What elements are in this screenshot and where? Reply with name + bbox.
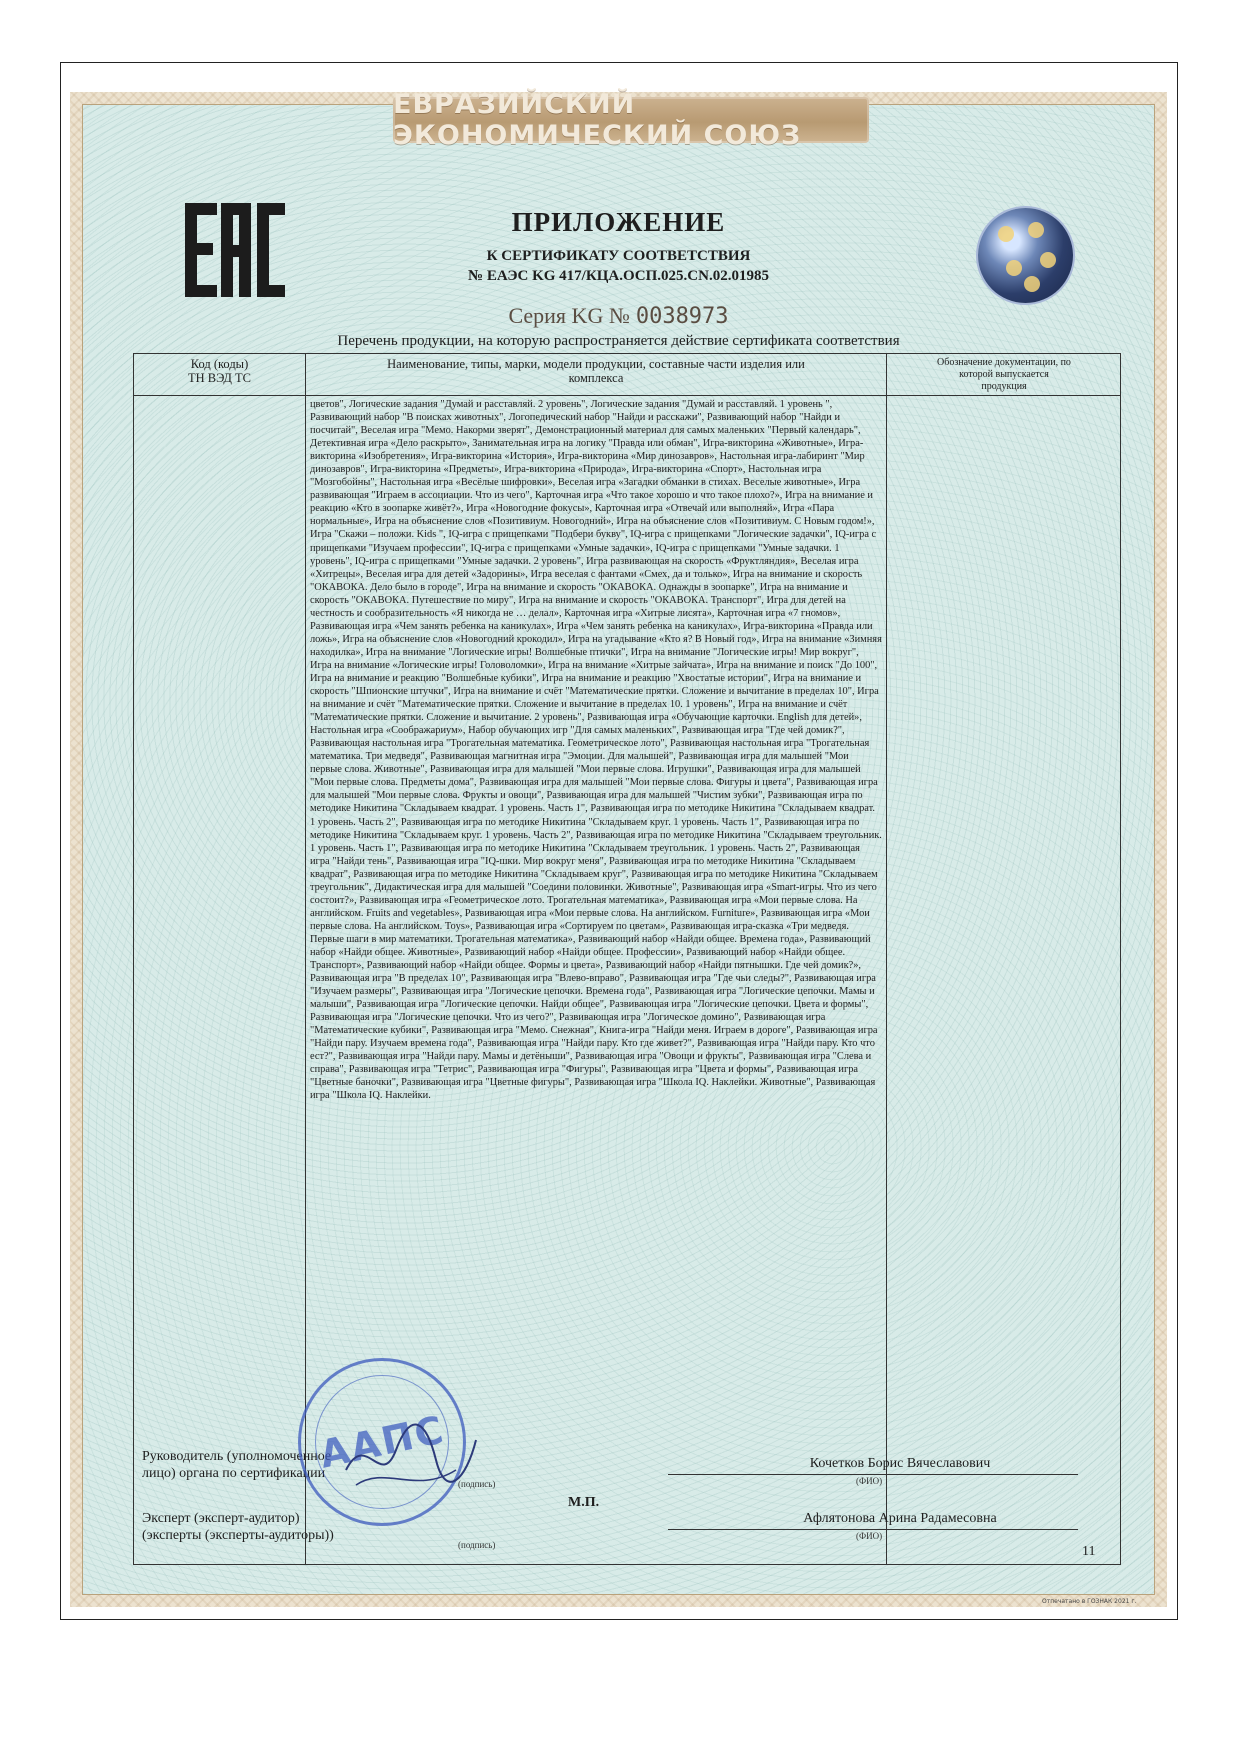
fio-caption: (ФИО) bbox=[856, 1531, 883, 1541]
head-signatory-name: Кочетков Борис Вячеславович bbox=[809, 1456, 991, 1471]
col-header-code: Код (коды) ТН ВЭД ТС bbox=[188, 357, 251, 385]
certificate-sheet bbox=[70, 89, 1167, 1607]
products-table bbox=[133, 353, 1121, 1565]
page-number: 11 bbox=[1082, 1544, 1096, 1559]
head-signatory-label: Руководитель (уполномоченное лицо) органа по сертификации bbox=[142, 1449, 332, 1481]
stamp-text: ААПС bbox=[315, 1407, 449, 1477]
signature-caption: (подпись) bbox=[458, 1540, 496, 1550]
table-divider bbox=[305, 354, 306, 1564]
expert-name-line bbox=[668, 1529, 1078, 1530]
head-name-line bbox=[668, 1474, 1078, 1475]
stamp-place-label: М.П. bbox=[568, 1495, 600, 1510]
printer-note: Отпечатано в ГОЗНАК 2021 г. bbox=[1042, 1598, 1137, 1605]
document-title: ПРИЛОЖЕНИЕ bbox=[511, 207, 726, 237]
expert-signatory-name: Афлятонова Арина Радамесовна bbox=[803, 1511, 997, 1526]
table-divider bbox=[886, 354, 887, 1564]
series-line bbox=[83, 303, 1154, 329]
series-label: Серия KG № bbox=[508, 303, 630, 328]
product-list-text: цветов", Логические задания "Думай и расставляй. 2 уровень", Логические задания "Думай и расставляй. 1 уровень ", Развивающий набор "В поисках животных", Логопедический набор "Найди и расскажи", Развивающий набор "Найди и посчитай", Веселая игра "Мемо. Накорми зверят", Демонстрационный материал для самых маленьких "Первый календарь", Детективная игра «Дело раскрыто», Занимательная игра на логику "Правда или обман", Игра-викторина «Животные», Игра-викторина «Изобретения», Игра-викторина «История», Игра-викторина «Мир динозавров», Настольная игра-лабиринт "Мир динозавров", Игра-викторина «Предметы», Игра-викторина «Природа», Игра-викторина «Спорт», Настольная игра "Мозгобойны", Настольная игра «Весёлые шифровки», Веселая игра «Загадки обманки в стихах. Веселые животные», Игра развивающая "Играем в ассоциации. Что из чего", Карточная игра «Что такое хорошо и что такое плохо?», Игра на внимание и реакцию «Кто в зоопарке живёт?», Игра «Новогодние фокусы», Карточная игра «Отвечай или выполняй», Игра «Пара нормальные», Игра на объяснение слов «Позитивиум. Новогодний», Игра на объяснение слов «Позитивиум. С Новым годом!», Игра "Скажи – положи. Kids ", IQ-игра с прищепками "Подбери букву", IQ-игра с прищепками "Логические задачки", IQ-игра с прищепками "Изучаем профессии", IQ-игра с прищепками «Умные задачки», IQ-игра с прищепками "Умные задачки. 1 уровень", IQ-игра с прищепками "Умные задачки. 2 уровень", Игра развивающая на скорость «Фруктляндия», Веселая игра «Хитрецы», Веселая игра для детей «Задорины», Игра веселая с фантами «Смех, да и только», Игра на внимание и скорость "ОКАВОКА. Дело было в городе", Игра на внимание и скорость "ОКАВОКА. Однажды в зоопарке", Игра на внимание и скорость "ОКАВОКА. Путешествие по миру", Игра на внимание и скорость "ОКАВОКА. Транспорт", Игра для детей на честность и сообразительность «Я никогда не … делал», Карточная игра «Хитрые лисята», Карточная игра «7 гномов», Развивающая игра «Чем занять ребенка на каникулах», Игра «Чем занять ребенка на каникулах», Игра-викторина «Правда или ложь», Игра на объяснение слов «Новогодний крокодил», Игра на угадывание «Кто я? В Новый год», Игра на внимание «Зимняя находилка», Игра на внимание "Логические игры! Волшебные птички", Игра на внимание "Логические игры! Мир вокруг", Игра на внимание «Логические игры! Головоломки», Игра на внимание «Хитрые зайчата», Игра на внимание и поиск "До 100", Игра на внимание и реакцию "Волшебные кубики", Игра на внимание и реакцию "Хвостатые истории", Игра на внимание и скорость "Шпионские штучки", Игра на внимание и счёт "Математические прятки. Сложение и вычитание в пределах 10", Игра на внимание и счёт "Математические прятки. Сложение и вычитание в пределах 10. 1 уровень", Игра на внимание и счёт "Математические прятки. Сложение и вычитание. 2 уровень", Развивающая игра «Обучающие карточки. English для детей», Настольная игра «Соображариум», Набор обучающих игр "Для самых маленьких", Развивающая игра "Где чей домик?", Развивающая настольная игра "Трогательная математика. Геометрическое лото", Развивающая настольная игра "Трогательная математика. Три медведя", Развивающая магнитная игра "Эмоции. Для малышей", Развивающая игра для малышей "Мои первые слова. Животные", Развивающая игра для малышей "Мои первые слова. Игрушки", Развивающая игра для малышей "Мои первые слова. Предметы дома", Развивающая игра для малышей "Мои первые слова. Фигуры и цвета", Развивающая игра для малышей "Мои первые слова. Фрукты и овощи", Развивающая игра для малышей "Чистим зубки", Развивающая игра по методике Никитина "Складываем квадрат. 1 уровень. Часть 1", Развивающая игра по методике Никитина "Складываем квадрат. 1 уровень. Часть 2", Развивающая игра по методике Никитина "Складываем круг. 1 уровень. Часть 1", Развивающая игра по методике Никитина "Складываем круг. 1 уровень. Часть 2", Развивающая игра по методике Никитина "Складываем треугольник. 1 уровень. Часть 1", Развивающая игра по методике Никитина "Складываем треугольник. 1 уровень. Часть 2", Развивающая игра "Найди тень", Развивающая игра "IQ-шки. Мир вокруг меня", Развивающая игра по методике Никитина "Складываем квадрат", Развивающая игра по методике Никитина "Складываем круг", Развивающая игра по методике Никитина "Складываем треугольник", Дидактическая игра для малышей "Соедини половинки. Животные", Развивающая игра «Smart-игры. Что из чего состоит?», Развивающая игра «Геометрическое лото. Трогательная математика», Развивающая игра «Мои первые слова. На английском. Fruits and vegetables», Развивающая игра «Мои первые слова. На английском. Furniture», Развивающая игра «Мои первые слова. На английском. Toys», Развивающая игра «Сортируем по цветам», Развивающая игра-сказка «Три медведя. Первые шаги в мир математики. Трогательная математика», Развивающий набор «Найди общее. Времена года», Развивающий набор «Найди общее. Животные», Развивающий набор «Найди общее. Профессии», Развивающий набор «Найди общее. Транспорт», Развивающий набор «Найди общее. Формы и цвета», Развивающий набор «Найди пятнышки. Где чей домик?», Развивающая игра "В пределах 10", Развивающая игра "Влево-вправо", Развивающая игра "Где чьи следы?", Развивающая игра "Изучаем размеры", Развивающая игра "Логические цепочки. Времена года", Развивающая игра "Логические цепочки. Мамы и малыши", Развивающая игра "Логические цепочки. Найди общее", Развивающая игра "Логические цепочки. Цвета и формы", Развивающая игра "Логические цепочки. Что из чего?", Развивающая игра "Логическое домино", Развивающая игра "Математические кубики", Развивающая игра "Мемо. Снежная", Книга-игра "Найди меня. Играем в дороге", Развивающая игра "Найди пару. Изучаем времена года", Развивающая игра "Найди пару. Кто где живет?", Развивающая игра "Найди пару. Кто что ест?", Развивающая игра "Найди пару. Мамы и детёныши", Развивающая игра "Овощи и фрукты", Развивающая игра "Слева и справа", Развивающая игра "Тетрис", Развивающая игра "Фигуры", Развивающая игра "Цвета и формы", Развивающая игра "Цветные баночки", Развивающая игра "Цветные фигуры", Развивающая игра "Школа IQ. Наклейки. Животные", Развивающая игра "Школа IQ. Наклейки. bbox=[310, 399, 882, 1102]
guilloche-background bbox=[82, 89, 1155, 1595]
col-header-name: Наименование, типы, марки, модели продукции, составные части изделия или комплекса bbox=[387, 357, 805, 385]
expert-signatory-label: Эксперт (эксперт-аудитор) (эксперты (эксперты-аудиторы)) bbox=[142, 1511, 334, 1543]
certificate-number: № ЕАЭС KG 417/КЦА.ОСП.025.CN.02.01985 bbox=[468, 268, 769, 284]
handwritten-signature bbox=[336, 1410, 486, 1500]
col-header-docs: Обозначение документации, по которой выпускается продукция bbox=[937, 357, 1071, 392]
document-subtitle: К СЕРТИФИКАТУ СООТВЕТСТВИЯ bbox=[486, 248, 751, 264]
union-banner-text: ЕВРАЗИЙСКИЙ ЭКОНОМИЧЕСКИЙ СОЮЗ bbox=[393, 89, 802, 151]
signature-caption: (подпись) bbox=[458, 1479, 496, 1489]
series-number: 0038973 bbox=[635, 304, 729, 329]
list-caption: Перечень продукции, на которую распространяется действие сертификата соответствия bbox=[337, 333, 900, 349]
table-header-divider bbox=[134, 395, 1120, 396]
fio-caption: (ФИО) bbox=[856, 1476, 883, 1486]
union-banner bbox=[393, 89, 869, 151]
